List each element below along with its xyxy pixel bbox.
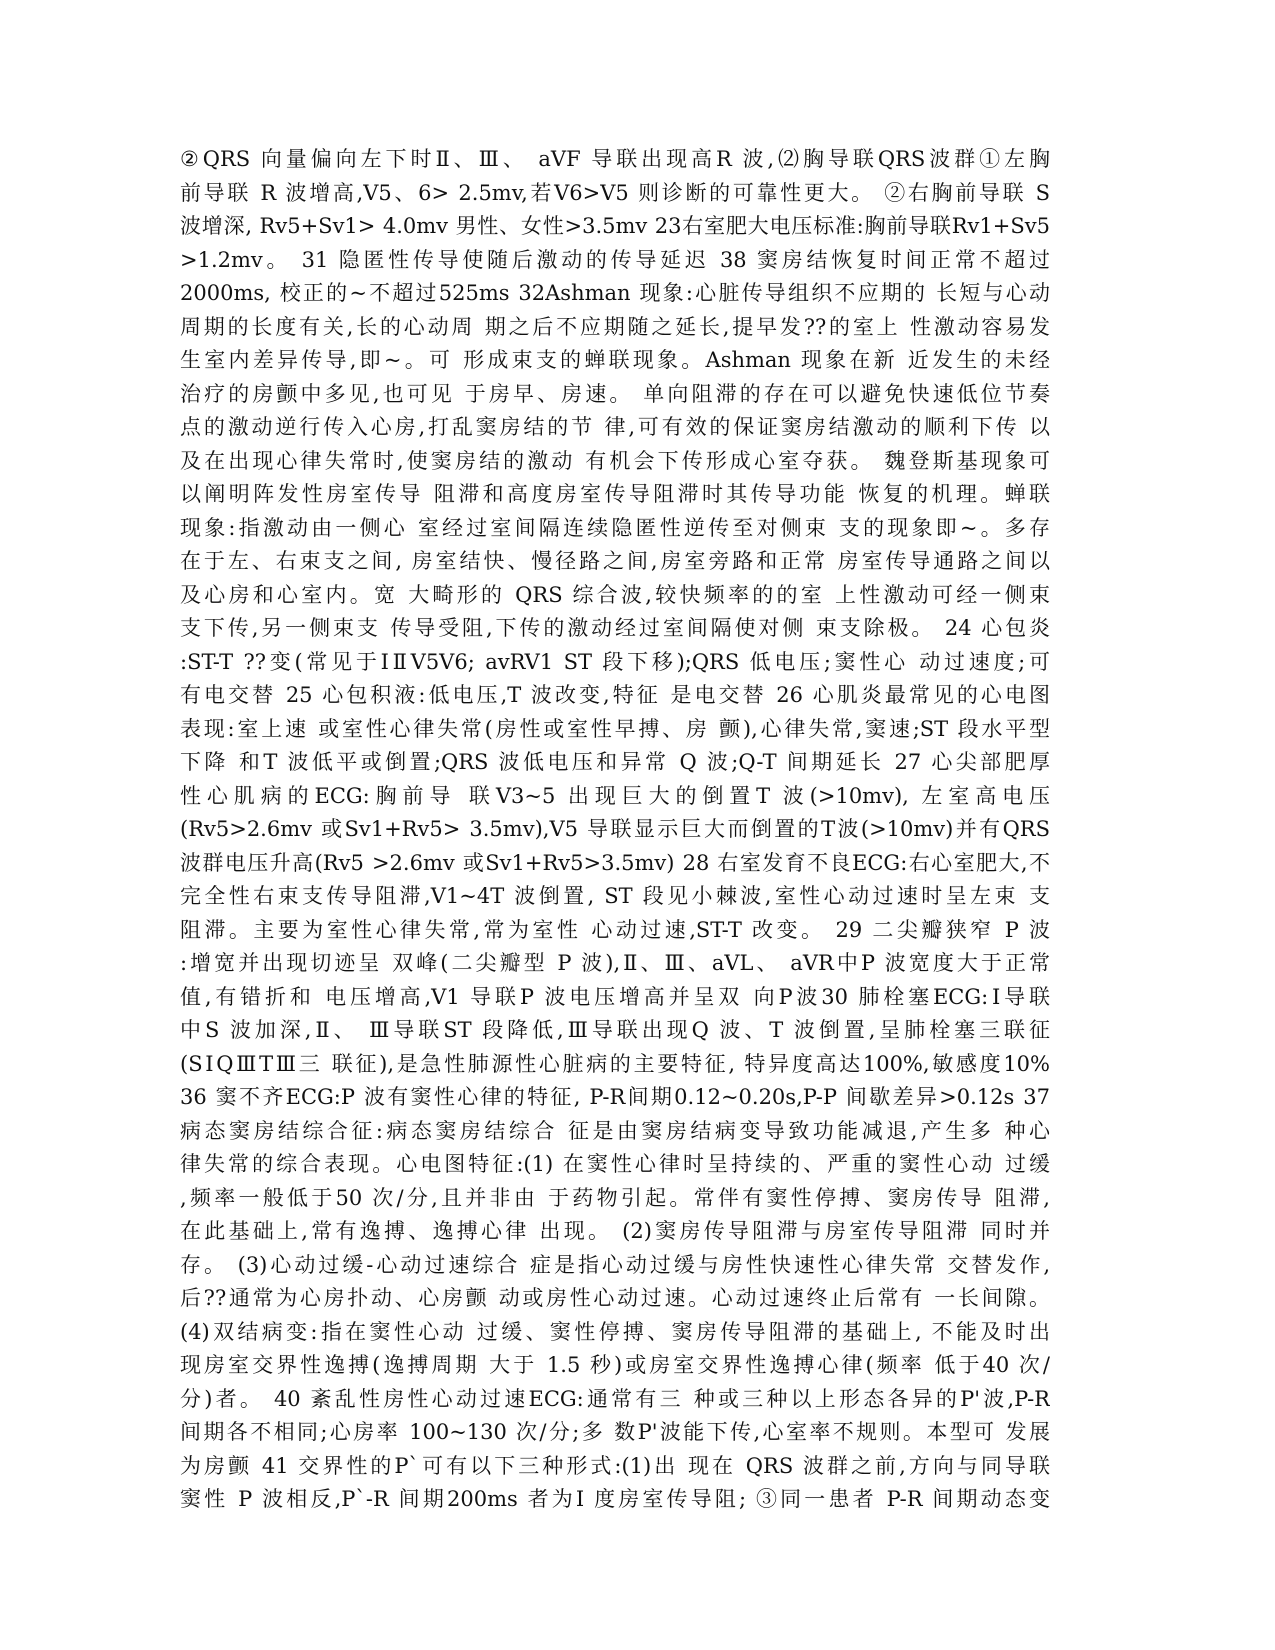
text-line: 及心房和心室内。宽 大畸形的 QRS 综合波,较快频率的的室 上性激动可经一侧束 [180,582,1050,607]
text-line: 现象:指激动由一侧心 室经过室间隔连续隐匿性逆传至对侧束 支的现象即~。多存 [180,515,1050,540]
text-line: 存。 (3)心动过缓-心动过速综合 症是指心动过缓与房性快速性心律失常 交替发作, [180,1252,1050,1277]
text-line: 点的激动逆行传入心房,打乱窦房结的节 律,可有效的保证窦房结激动的顺利下传 以 [180,415,1050,439]
text-line: (Rv5>2.6mv 或Sv1+Rv5> 3.5mv),V5 导联显示巨大而倒置的T波(>10mv)并有QRS [180,817,1050,841]
text-line: 以阐明阵发性房室传导 阻滞和高度房室传导阻滞时其传导功能 恢复的机理。蝉联 [180,482,1050,506]
text-line: (4)双结病变:指在窦性心动 过缓、窦性停搏、窦房传导阻滞的基础上, 不能及时出 [180,1319,1050,1344]
text-line: 生室内差异传导,即~。可 形成束支的蝉联现象。Ashman 现象在新 近发生的未经 [180,348,1050,372]
text-line: 病态窦房结综合征:病态窦房结综合 征是由窦房结病变导致功能减退,产生多 种心 [180,1118,1050,1143]
text-line: 后??通常为心房扑动、心房颤 动或房性心动过速。心动过速终止后常有 一长间隙。 [180,1286,1050,1310]
text-line: :ST-T ??变(常见于ⅠⅡV5V6; avRV1 ST 段下移);QRS 低电压;窦性心 动过速度;可 [180,649,1050,674]
text-line: 间期各不相同;心房率 100~130 次/分;多 数P'波能下传,心室率不规则。本型可 发展 [180,1420,1050,1444]
text-line: 2000ms, 校正的~不超过525ms 32Ashman 现象:心脏传导组织不应期的 长短与心动 [180,281,1050,305]
text-line: 及在出现心律失常时,使窦房结的激动 有机会下传形成心室夺获。 魏登斯基现象可 [180,448,1050,473]
text-line: 律失常的综合表现。心电图特征:(1) 在窦性心律时呈持续的、严重的窦性心动 过缓 [180,1152,1050,1176]
text-line: 有电交替 25 心包积液:低电压,T 波改变,特征 是电交替 26 心肌炎最常见的心电图 [180,683,1050,707]
text-line: 现房室交界性逸搏(逸搏周期 大于 1.5 秒)或房室交界性逸搏心律(频率 低于40 次/ [180,1353,1050,1377]
text-line: >1.2mv。 31 隐匿性传导使随后激动的传导延迟 38 窦房结恢复时间正常不超过 [180,247,1050,272]
text-line: 前导联 R 波增高,V5、6> 2.5mv,若V6>V5 则诊断的可靠性更大。 ②右胸前导联 S [180,180,1050,205]
text-line: ②QRS 向量偏向左下时Ⅱ、Ⅲ、 aVF 导联出现高R 波,⑵胸导联QRS波群①左胸 [180,147,1050,171]
text-line: 在于左、右束支之间, 房室结快、慢径路之间,房室旁路和正常 房室传导通路之间以 [180,549,1050,573]
text-line: 下降 和T 波低平或倒置;QRS 波低电压和异常 Q 波;Q-T 间期延长 27 心尖部肥厚 [180,750,1050,774]
text-line: 窦性 P 波相反,P`-R 间期200ms 者为I 度房室传导阻; ③同一患者 P-R 间期动态变 [180,1487,1050,1511]
text-line: 值,有错折和 电压增高,V1 导联P 波电压增高并呈双 向P波30 肺栓塞ECG:Ⅰ导联 [180,984,1050,1009]
text-line: 性心肌病的ECG:胸前导 联V3~5 出现巨大的倒置T 波(>10mv), 左室高电压 [180,783,1050,808]
text-line: 表现:室上速 或室性心律失常(房性或室性早搏、房 颤),心律失常,窦速;ST 段水平型 [180,716,1050,741]
text-line: 支下传,另一侧束支 传导受阻,下传的激动经过室间隔使对侧 束支除极。 24 心包炎 [180,616,1050,640]
text-line: 在此基础上,常有逸搏、逸搏心律 出现。 (2)窦房传导阻滞与房室传导阻滞 同时并 [180,1219,1050,1243]
text-line: 分)者。 40 紊乱性房性心动过速ECG:通常有三 种或三种以上形态各异的P'波,P-R [180,1386,1050,1411]
text-line: :增宽并出现切迹呈 双峰(二尖瓣型 P 波),Ⅱ、Ⅲ、aVL、 aVR中P 波宽度大于正常 [180,951,1050,975]
body-text [180,143,1050,1517]
text-line: (SⅠQⅢTⅢ三 联征),是急性肺源性心脏病的主要特征, 特异度高达100%,敏感度10% [180,1051,1050,1076]
text-line: 治疗的房颤中多见,也可见 于房早、房速。 单向阻滞的存在可以避免快速低位节奏 [180,381,1050,406]
text-line: 中S 波加深,Ⅱ、 Ⅲ导联ST 段降低,Ⅲ导联出现Q 波、T 波倒置,呈肺栓塞三联征 [180,1018,1050,1042]
text-line: 周期的长度有关,长的心动周 期之后不应期随之延长,提早发??的室上 性激动容易发 [180,314,1050,339]
text-line: 阻滞。主要为室性心律失常,常为室性 心动过速,ST-T 改变。 29 二尖瓣狭窄 P 波 [180,917,1050,942]
text-line: 完全性右束支传导阻滞,V1~4T 波倒置, ST 段见小棘波,室性心动过速时呈左束 支 [180,884,1050,908]
text-line: 波增深, Rv5+Sv1> 4.0mv 男性、女性>3.5mv 23右室肥大电压标准:胸前导联Rv1+Sv5 [180,214,1050,238]
text-line: ,频率一般低于50 次/分,且并非由 于药物引起。常伴有窦性停搏、窦房传导 阻滞, [180,1185,1050,1210]
text-line: 为房颤 41 交界性的P`可有以下三种形式:(1)出 现在 QRS 波群之前,方向与同导联 [180,1453,1050,1478]
text-line: 36 窦不齐ECG:P 波有窦性心律的特征, P-R间期0.12~0.20s,P-P 间歇差异>0.12s 37 [180,1085,1050,1109]
text-line: 波群电压升高(Rv5 >2.6mv 或Sv1+Rv5>3.5mv) 28 右室发育不良ECG:右心室肥大,不 [180,850,1050,875]
